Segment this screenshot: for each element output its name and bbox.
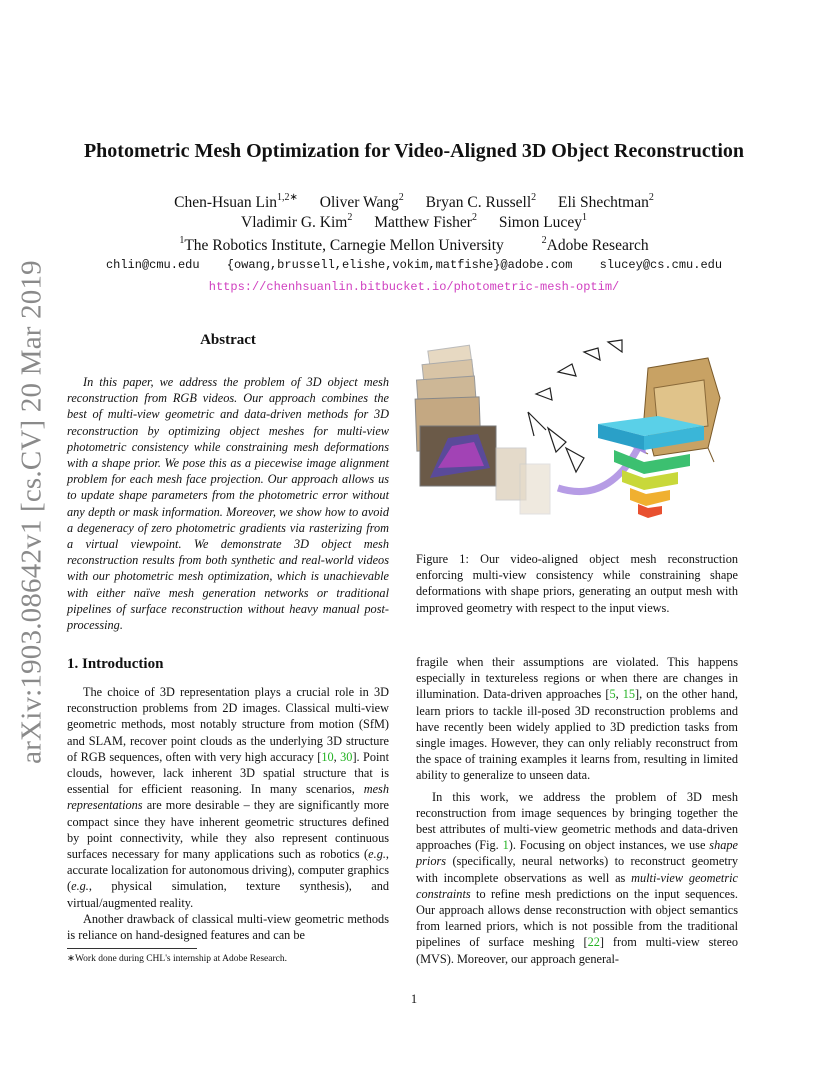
citation-link[interactable]: 10 xyxy=(321,749,334,764)
author: Bryan C. Russell$^2$ xyxy=(425,192,537,211)
introduction-left-column xyxy=(67,684,389,943)
citation-link[interactable]: 22 xyxy=(587,935,600,950)
author: Vladimir G. Kim$^2$ xyxy=(241,212,353,231)
introduction-heading: 1. Introduction xyxy=(67,656,164,672)
author: Simon Lucey$^1$ xyxy=(498,212,587,231)
paragraph: In this work, we address the problem of 3D mesh reconstruction from image sequences by bringing together the best attributes of multi-view geometric methods and data-driven approaches (Fig. 1). Focusing on object instances, we use shape priors (specifically, neural networks) to reconstruct geometry with incomplete observations as well as multi-view geometric constraints to refine mesh predictions on the input sequences. Our approach allows dense reconstruction with object semantics from learned priors, which is not possible from the traditional pipelines of surface meshing [22] from multi-view stereo (MVS). Moreover, our approach general- xyxy=(416,789,739,966)
arxiv-sidebar-stamp xyxy=(12,260,52,764)
paragraph: fragile when their assumptions are violated. This happens especially in textureless regions or when there are changes in illumination. Data-driven approaches [5, 15], on the other hand, learn priors to tackle ill-posed 3D reconstruction problems and have recently been widely applied to 3D prediction tasks from single images. However, they can only reliably reconstruct from the space of training examples it learns from, resulting in limited ability to generalize to unseen data. xyxy=(416,655,738,783)
page-number: 1 xyxy=(410,992,418,1006)
paper-title: Photometric Mesh Optimization for Video-Aligned 3D Object Reconstruction xyxy=(83,140,745,162)
arxiv-id: arXiv:1903.08642v1 [cs.CV] 20 Mar 2019 xyxy=(15,260,48,764)
figure-ref-link[interactable]: 1 xyxy=(502,838,509,853)
author: Matthew Fisher$^2$ xyxy=(374,212,477,231)
affiliation: $^2$Adobe Research xyxy=(541,235,649,254)
affiliation: $^1$The Robotics Institute, Carnegie Mellon University xyxy=(179,235,504,254)
email[interactable]: {owang,brussell,elishe,vokim,matfishe}@adobe.com xyxy=(226,258,573,272)
citation-link[interactable]: 30 xyxy=(340,749,353,764)
footnote: ∗Work done during CHL's internship at Adobe Research. xyxy=(67,954,287,964)
paragraph: The choice of 3D representation plays a crucial role in 3D reconstruction problems from 2D images. Classical multi-view geometric methods, most notably structure from motion (SfM) and SLAM, recover point clouds as the underlying 3D structure of RGB sequences, often with very high accuracy [10, 30]. Point clouds, however, lack inherent 3D spatial structure that is essential for efficient reasoning. In many scenarios, mesh representations are more desirable – they are significantly more compact since they have inherent geometric structures defined by point connectivity, while they also represent continuous surfaces necessary for many applications such as robotics (e.g., accurate localization for autonomous driving), computer graphics (e.g., physical simulation, texture synthesis), and virtual/augmented reality. xyxy=(67,685,389,910)
author: Chen-Hsuan Lin$^{1,2∗}$ xyxy=(174,192,298,211)
paragraph: Another drawback of classical multi-view geometric methods is reliance on hand-designed features and can be xyxy=(67,911,389,943)
figure-1-illustration xyxy=(408,328,728,528)
footnote-rule xyxy=(67,948,197,949)
project-url-link[interactable]: https://chenhsuanlin.bitbucket.io/photometric-mesh-optim/ xyxy=(208,280,620,294)
email[interactable]: slucey@cs.cmu.edu xyxy=(599,258,723,272)
citation-link[interactable]: 15 xyxy=(622,687,636,702)
authors-line-2 xyxy=(60,214,768,232)
camera-frustums xyxy=(528,340,622,472)
abstract-heading: Abstract xyxy=(200,332,256,348)
email[interactable]: chlin@cmu.edu xyxy=(105,258,200,272)
input-video-frames xyxy=(415,345,550,514)
author: Oliver Wang$^2$ xyxy=(319,192,404,211)
author: Eli Shechtman$^2$ xyxy=(558,192,654,211)
authors-line-1 xyxy=(60,194,768,212)
shape-prior-layers xyxy=(598,416,704,518)
author-emails xyxy=(60,258,768,272)
affiliations xyxy=(60,237,768,255)
citation-link[interactable]: 5 xyxy=(609,687,616,702)
figure-1-caption: Figure 1: Our video-aligned object mesh reconstruction enforcing multi-view consistency while constraining shape deformations with shape priors, generating an output mesh with improved geometry with respect to the input views. xyxy=(416,552,738,615)
introduction-right-column xyxy=(416,654,738,967)
abstract-text: In this paper, we address the problem of 3D object mesh reconstruction from RGB videos. Our approach combines the best of multi-view geometric and data-driven methods for 3D reconstruction by optimizing object meshes for multi-view photometric consistency while constraining mesh deformations with a shape prior. We pose this as a piecewise image alignment problem for each mesh face projection. Our approach allows us to update shape parameters from the photometric error without any depth or mask information. Moreover, we show how to avoid a degeneracy of zero photometric gradients via rasterizing from a virtual viewpoint. We demonstrate 3D object mesh reconstruction results from both synthetic and real-world videos with our photometric mesh optimization, which is unachievable with either naïve mesh generation networks or traditional pipelines of surface reconstruction without heavy manual post-processing. xyxy=(67,375,389,633)
